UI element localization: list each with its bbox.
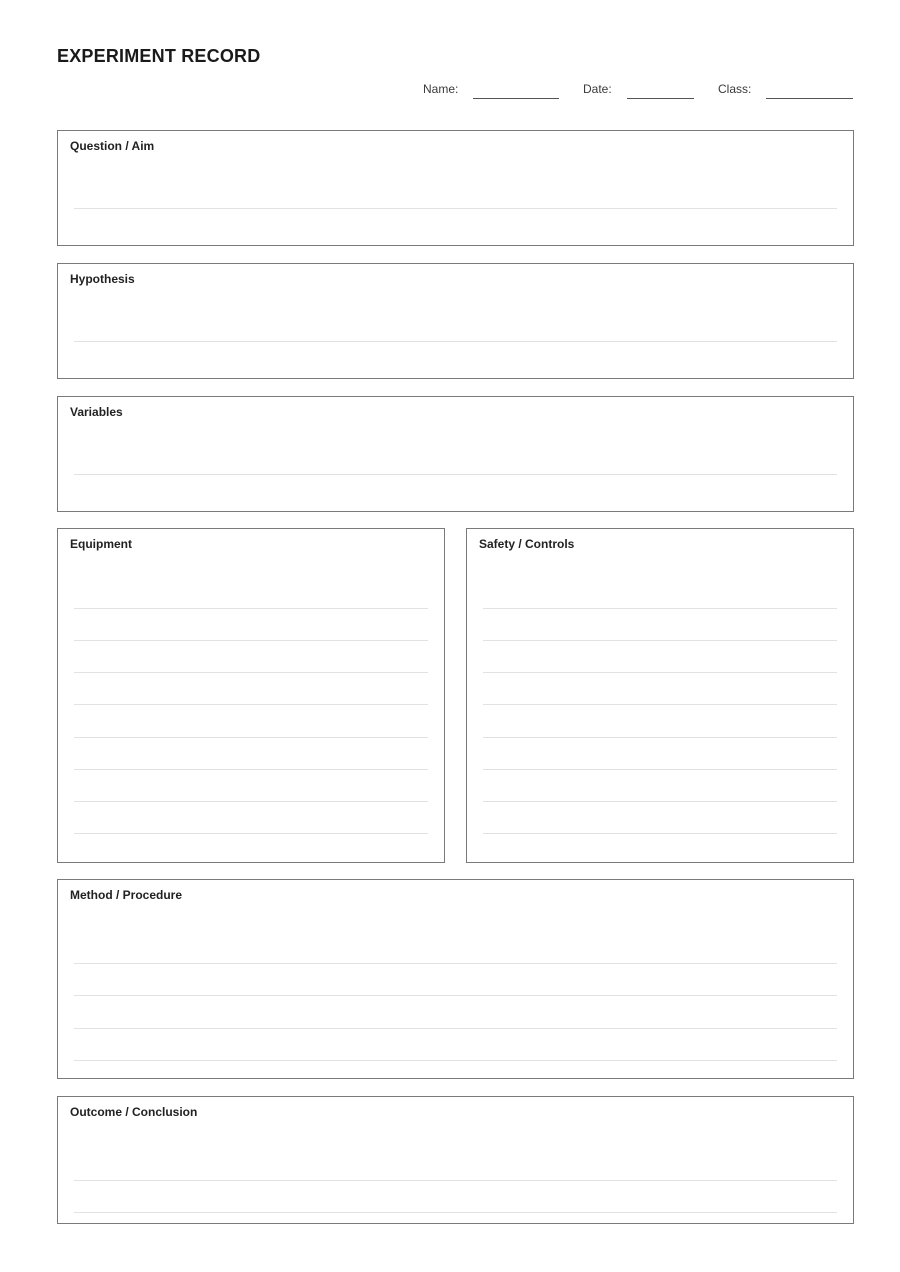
method-writing-line[interactable]: [74, 995, 837, 996]
equipment-box: [57, 528, 445, 863]
hypothesis-box: [57, 263, 854, 379]
page-title: EXPERIMENT RECORD: [57, 46, 261, 66]
variables-writing-line[interactable]: [74, 474, 837, 475]
safety-controls-box: [466, 528, 854, 863]
question-aim-title: Question / Aim: [70, 139, 155, 153]
hypothesis-writing-line[interactable]: [74, 341, 837, 342]
safety-writing-line[interactable]: [483, 672, 837, 673]
class-label: Class:: [718, 82, 752, 96]
safety-controls-title: Safety / Controls: [479, 537, 575, 551]
name-label: Name:: [423, 82, 459, 96]
method-writing-line[interactable]: [74, 1028, 837, 1029]
equipment-writing-line[interactable]: [74, 672, 428, 673]
question-aim-box: [57, 130, 854, 246]
safety-writing-line[interactable]: [483, 801, 837, 802]
method-procedure-title: Method / Procedure: [70, 888, 183, 902]
name-field[interactable]: [473, 98, 559, 99]
outcome-conclusion-box: [57, 1096, 854, 1224]
safety-writing-line[interactable]: [483, 608, 837, 609]
safety-writing-line[interactable]: [483, 737, 837, 738]
safety-writing-line[interactable]: [483, 833, 837, 834]
outcome-conclusion-title: Outcome / Conclusion: [70, 1105, 198, 1119]
safety-writing-line[interactable]: [483, 704, 837, 705]
safety-writing-line[interactable]: [483, 769, 837, 770]
equipment-writing-line[interactable]: [74, 608, 428, 609]
question-aim-writing-line[interactable]: [74, 208, 837, 209]
equipment-writing-line[interactable]: [74, 640, 428, 641]
date-field[interactable]: [627, 98, 694, 99]
equipment-writing-line[interactable]: [74, 833, 428, 834]
method-writing-line[interactable]: [74, 963, 837, 964]
date-label: Date:: [583, 82, 612, 96]
equipment-writing-line[interactable]: [74, 801, 428, 802]
equipment-writing-line[interactable]: [74, 704, 428, 705]
safety-writing-line[interactable]: [483, 640, 837, 641]
variables-box: [57, 396, 854, 512]
outcome-writing-line[interactable]: [74, 1180, 837, 1181]
equipment-writing-line[interactable]: [74, 769, 428, 770]
equipment-title: Equipment: [70, 537, 132, 551]
outcome-writing-line[interactable]: [74, 1212, 837, 1213]
class-field[interactable]: [766, 98, 853, 99]
hypothesis-title: Hypothesis: [70, 272, 135, 286]
equipment-writing-line[interactable]: [74, 737, 428, 738]
method-procedure-box: [57, 879, 854, 1079]
variables-title: Variables: [70, 405, 123, 419]
method-writing-line[interactable]: [74, 1060, 837, 1061]
